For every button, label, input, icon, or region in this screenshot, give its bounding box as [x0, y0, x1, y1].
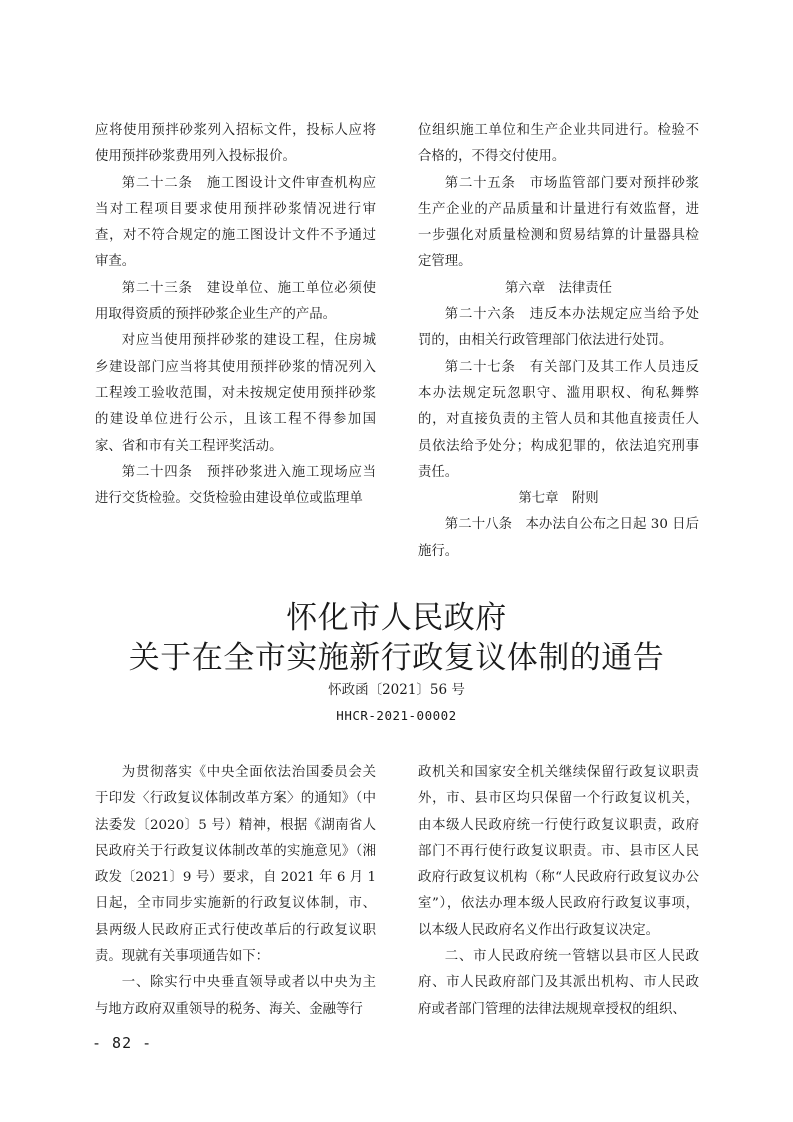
paragraph: 应将使用预拌砂浆列入招标文件，投标人应将使用预拌砂浆费用列入投标报价。 — [95, 123, 376, 165]
notice-title-block — [0, 598, 793, 726]
paragraph: 第二十五条 市场监管部门要对预拌砂浆生产企业的产品质量和计量进行有效监督，进一步强化对质量检测和贸易结算的计量器具检定管理。 — [418, 175, 699, 270]
paragraph: 第二十七条 有关部门及其工作人员违反本办法规定玩忽职守、滥用职权、徇私舞弊的，对直接负责的主管人员和其他直接责任人员依法给予处分；构成犯罪的，依法追究刑事责任。 — [418, 359, 699, 480]
paragraph: 对应当使用预拌砂浆的建设工程，住房城乡建设部门应当将其使用预拌砂浆的情况列入工程竣工验收范围，对未按规定使用预拌砂浆的建设单位进行公示，且该工程不得参加国家、省和市有关工程评奖活动。 — [95, 333, 376, 454]
document-number: 怀政函〔2021〕56 号 — [328, 682, 465, 698]
chapter-heading: 第六章 法律责任 — [504, 280, 613, 296]
paragraph: 第二十二条 施工图设计文件审查机构应当对工程项目要求使用预拌砂浆情况进行审查，对不符合规定的施工图设计文件不予通过审查。 — [95, 175, 376, 270]
upper-right-column — [418, 118, 699, 565]
paragraph: 二、市人民政府统一管辖以县市区人民政府、市人民政府部门及其派出机构、市人民政府或者部门管理的法律法规规章授权的组织、 — [418, 949, 699, 1017]
chapter-heading: 第七章 附则 — [518, 491, 599, 507]
document-code: HHCR-2021-00002 — [336, 708, 457, 723]
page-number: - 82 - — [92, 1034, 153, 1052]
paragraph: 位组织施工单位和生产企业共同进行。检验不合格的，不得交付使用。 — [418, 123, 699, 165]
paragraph: 为贯彻落实《中央全面依法治国委员会关于印发〈行政复议体制改革方案〉的通知》（中法委发〔2020〕5 号）精神，根据《湖南省人民政府关于行政复议体制改革的实施意见》（湘政发〔2021〕9 号）要求，自 2021 年 6 月 1 日起，全市同步实施新的行政复议体制，市、县两级人民政府正式行使改革后的行政复议职责。现就有关事项通告如下： — [95, 765, 376, 965]
paragraph: 第二十三条 建设单位、施工单位必须使用取得资质的预拌砂浆企业生产的产品。 — [95, 280, 376, 323]
lower-right-column — [418, 760, 699, 1023]
notice-title-subject: 关于在全市实施新行政复议体制的通告 — [128, 640, 665, 676]
paragraph: 第二十四条 预拌砂浆进入施工现场应当进行交货检验。交货检验由建设单位或监理单 — [95, 464, 376, 507]
paragraph: 第二十八条 本办法自公布之日起 30 日后施行。 — [418, 517, 699, 559]
notice-title-issuer: 怀化市人民政府 — [286, 600, 507, 636]
lower-left-column — [95, 760, 376, 1023]
paragraph: 一、除实行中央垂直领导或者以中央为主与地方政府双重领导的税务、海关、金融等行 — [95, 975, 376, 1017]
upper-left-column — [95, 118, 376, 512]
paragraph: 政机关和国家安全机关继续保留行政复议职责外，市、县市区均只保留一个行政复议机关，由本级人民政府统一行使行政复议职责，政府部门不再行使行政复议职责。市、县市区人民政府行政复议机构（称“人民政府行政复议办公室”），依法办理本级人民政府行政复议事项，以本级人民政府名义作出行政复议决定。 — [418, 765, 699, 938]
paragraph: 第二十六条 违反本办法规定应当给予处罚的，由相关行政管理部门依法进行处罚。 — [418, 307, 699, 349]
